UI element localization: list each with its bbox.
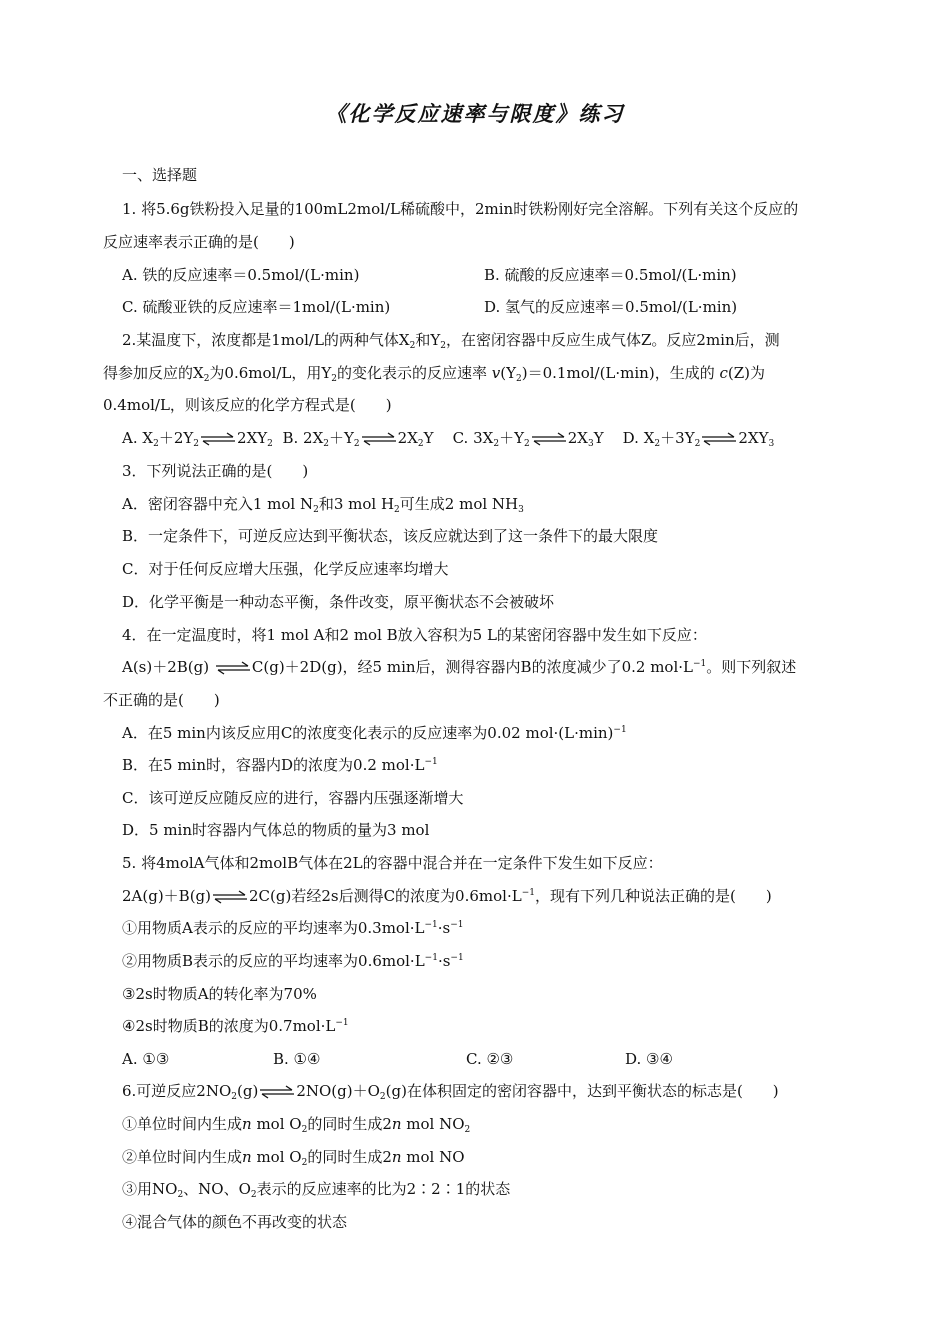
q4-option-d: D．5 min时容器内气体总的物质的量为3 mol (122, 821, 430, 839)
q5-option-b: B. ①④ (273, 1050, 321, 1068)
q4-stem-line2: A(s)＋2B(g) C(g)＋2D(g)，经5 min后，测得容器内B的浓度减少了0.2 $mol\cdot L^{-1}$。则下列叙述 (122, 658, 797, 676)
q5-option-a: A. ①③ (122, 1050, 170, 1068)
q4-stem-line1: 4．在一定温度时，将1 mol A和2 mol B放入容积为5 L的某密闭容器中发生如下反应： (122, 626, 707, 644)
q5-option-c: C. ②③ (466, 1050, 514, 1068)
q1-option-a: A. 铁的反应速率＝0.5mol/(L·min) (122, 266, 360, 284)
q6-statement-3: ③用$NO_2$、NO、$O_2$表示的反应速率的比为2∶2∶1的状态 (122, 1180, 511, 1200)
q6-statement-2: ②单位时间内生成n mol $O_2$的同时生成2n mol NO (122, 1148, 465, 1168)
q2-stem-line1: 2.某温度下，浓度都是1mol/L的两种气体$X_2$和$Y_2$，在密闭容器中反应生成气体Z。反应2min后，测 (122, 331, 780, 351)
equilibrium-arrow-icon (361, 432, 397, 446)
q6-statement-4: ④混合气体的颜色不再改变的状态 (122, 1213, 348, 1231)
q5-stem-line2: 2A(g)＋B(g) 2C(g)若经2s后测得C的浓度为$0.6mol\cdot L^{-1}$，现有下列几种说法正确的是( ) (122, 887, 772, 905)
q2-stem-line2: 得参加反应的$X_2$为0.6mol/L，用$Y_2$的变化表示的反应速率 $v(Y_2)=0.1mol/(L\cdot\min)$，生成的 c(Z)为 (103, 364, 766, 384)
q6-stem: 6.可逆反应$2NO_2(g)$ $2NO(g)+O_2(g)$在体积固定的密闭容器中，达到平衡状态的标志是( ) (122, 1082, 779, 1102)
q4-option-b: B．在5 min时，容器内D的浓度为0.2 $mol\cdot L^{-1}$ (122, 756, 438, 774)
section-heading: 一、选择题 (122, 166, 198, 184)
page-title: 《化学反应速率与限度》练习 (325, 101, 625, 126)
equilibrium-arrow-icon (200, 432, 236, 446)
q5-option-d: D. ③④ (625, 1050, 673, 1068)
q4-stem-line3: 不正确的是( ) (103, 691, 220, 709)
q5-statement-2: ②用物质B表示的反应的平均速率为$0.6mol\cdot L^{-1}\cdot s^{-1}$ (122, 952, 464, 970)
q5-statement-4: ④2s时物质B的浓度为$0.7mol\cdot L^{-1}$ (122, 1017, 349, 1035)
q2-options: A. $X_2+2Y_2$ $2XY_2$ B. $2X_2+Y_2$ $2X_2Y$ C. $3X_2+Y_2$ $2X_3Y$ D. $X_2+3Y_2$ $2XY_3$ (122, 429, 775, 449)
equilibrium-arrow-icon (531, 432, 567, 446)
q5-statement-3: ③2s时物质A的转化率为70% (122, 985, 317, 1003)
q3-option-c: C．对于任何反应增大压强，化学反应速率均增大 (122, 560, 449, 578)
equilibrium-arrow-icon (259, 1085, 295, 1099)
q2-stem-line3: 0.4mol/L，则该反应的化学方程式是( ) (103, 396, 392, 414)
q1-stem-line2: 反应速率表示正确的是( ) (103, 233, 295, 251)
q1-option-c: C. 硫酸亚铁的反应速率＝1mol/(L·min) (122, 298, 391, 316)
q3-option-a: A．密闭容器中充入1 mol $N_2$和3 mol $H_2$可生成2 mol $NH_3$ (122, 495, 524, 515)
q4-option-c: C．该可逆反应随反应的进行，容器内压强逐渐增大 (122, 789, 464, 807)
q3-option-d: D．化学平衡是一种动态平衡，条件改变，原平衡状态不会被破坏 (122, 593, 555, 611)
equilibrium-arrow-icon (212, 890, 248, 904)
q5-stem-line1: 5. 将4molA气体和2molB气体在2L的容器中混合并在一定条件下发生如下反应： (122, 854, 663, 872)
equilibrium-arrow-icon (701, 432, 737, 446)
equilibrium-arrow-icon (215, 661, 251, 675)
q5-statement-1: ①用物质A表示的反应的平均速率为$0.3mol\cdot L^{-1}\cdot s^{-1}$ (122, 919, 464, 937)
q4-option-a: A．在5 min内该反应用C的浓度变化表示的反应速率为0.02 $mol\cdot(L\cdot\min)^{-1}$ (122, 724, 627, 742)
q1-stem-line1: 1. 将5.6g铁粉投入足量的100mL2mol/L稀硫酸中，2min时铁粉刚好完全溶解。下列有关这个反应的 (122, 200, 799, 218)
q1-option-b: B. 硫酸的反应速率＝0.5mol/(L·min) (484, 266, 737, 284)
q3-stem: 3．下列说法正确的是( ) (122, 462, 309, 480)
q1-option-d: D. 氢气的反应速率＝0.5mol/(L·min) (484, 298, 738, 316)
q6-statement-1: ①单位时间内生成n mol $O_2$的同时生成2n mol $NO_2$ (122, 1115, 471, 1135)
q3-option-b: B．一定条件下，可逆反应达到平衡状态，该反应就达到了这一条件下的最大限度 (122, 527, 659, 545)
